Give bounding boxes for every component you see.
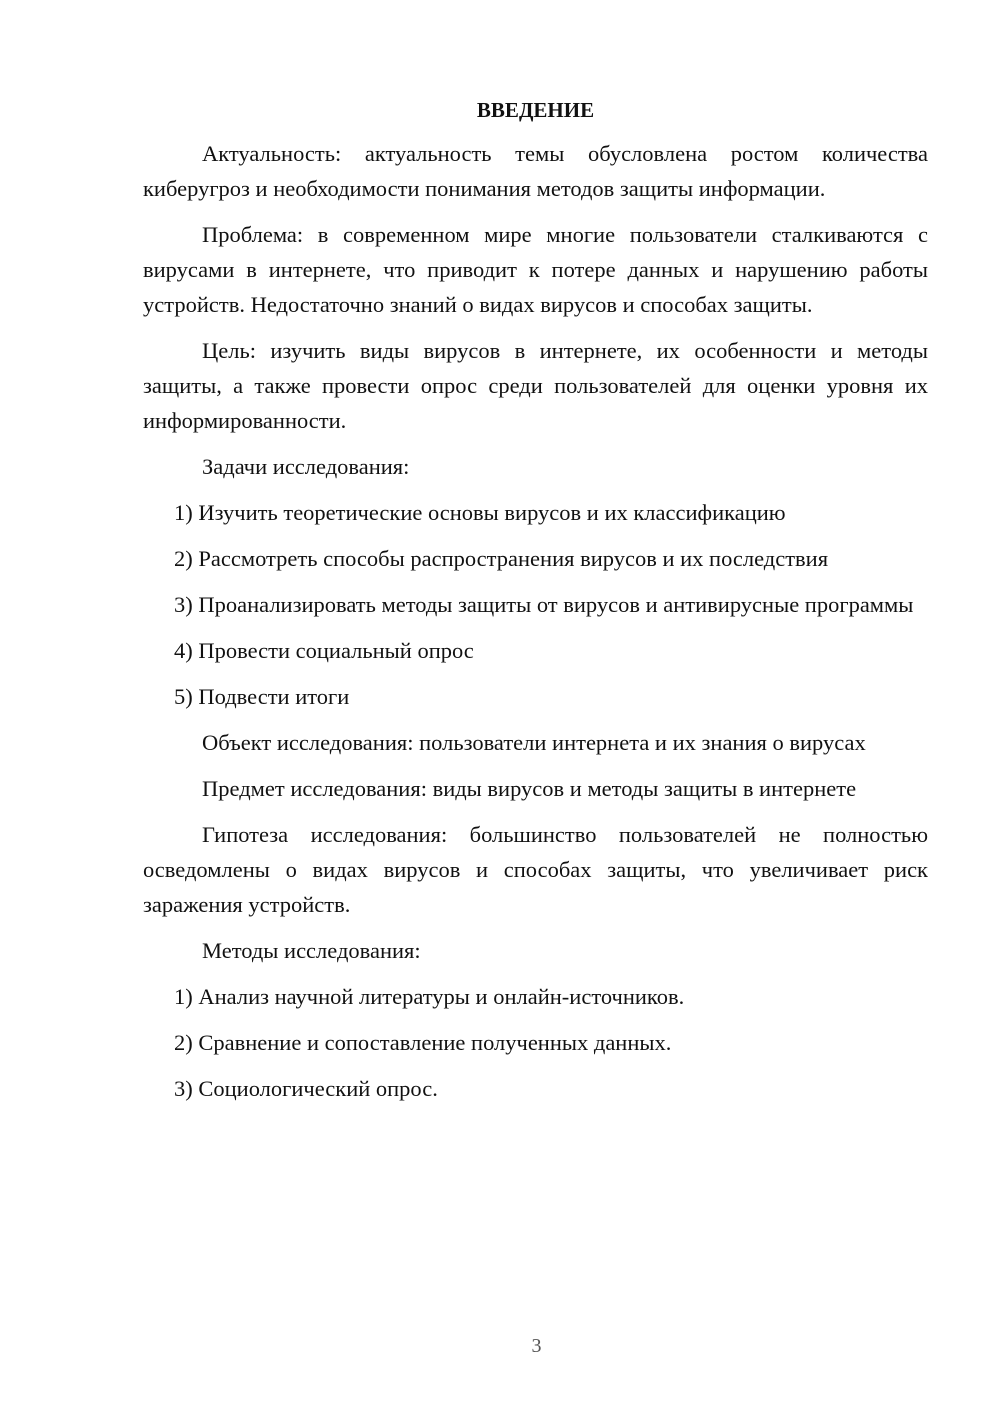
task-item: 3) Проанализировать методы защиты от вирусов и антивирусные программы — [174, 592, 914, 617]
section-title: ВВЕДЕНИЕ — [476, 98, 595, 122]
method-item: 3) Социологический опрос. — [174, 1076, 438, 1101]
method-item: 1) Анализ научной литературы и онлайн-источников. — [174, 984, 685, 1009]
method-item: 2) Сравнение и сопоставление полученных данных. — [174, 1030, 672, 1055]
object-paragraph: Объект исследования: пользователи интернета и их знания о вирусах — [202, 730, 866, 755]
problem-paragraph: Проблема: в современном мире многие пользователи сталкиваются с вирусами в интернете, что приводит к потере данных и нарушению работы устройств. Недостаточно знаний о видах вирусов и способах защиты. — [143, 222, 928, 317]
task-item: 4) Провести социальный опрос — [174, 638, 474, 663]
tasks-heading: Задачи исследования: — [202, 454, 410, 479]
task-item: 5) Подвести итоги — [174, 684, 350, 709]
goal-paragraph: Цель: изучить виды вирусов в интернете, их особенности и методы защиты, а также провести опрос среди пользователей для оценки уровня их информированности. — [143, 338, 928, 433]
task-item: 2) Рассмотреть способы распространения вирусов и их последствия — [174, 546, 829, 571]
hypothesis-paragraph: Гипотеза исследования: большинство пользователей не полностью осведомлены о видах вирусов и способах защиты, что увеличивает риск заражения устройств. — [143, 822, 928, 917]
methods-heading: Методы исследования: — [202, 938, 421, 963]
relevance-paragraph: Актуальность: актуальность темы обусловлена ростом количества киберугроз и необходимости понимания методов защиты информации. — [143, 141, 928, 201]
subject-paragraph: Предмет исследования: виды вирусов и методы защиты в интернете — [202, 776, 857, 801]
page-number: 3 — [531, 1335, 542, 1357]
document-page — [143, 94, 928, 1117]
task-item: 1) Изучить теоретические основы вирусов и их классификацию — [174, 500, 786, 525]
